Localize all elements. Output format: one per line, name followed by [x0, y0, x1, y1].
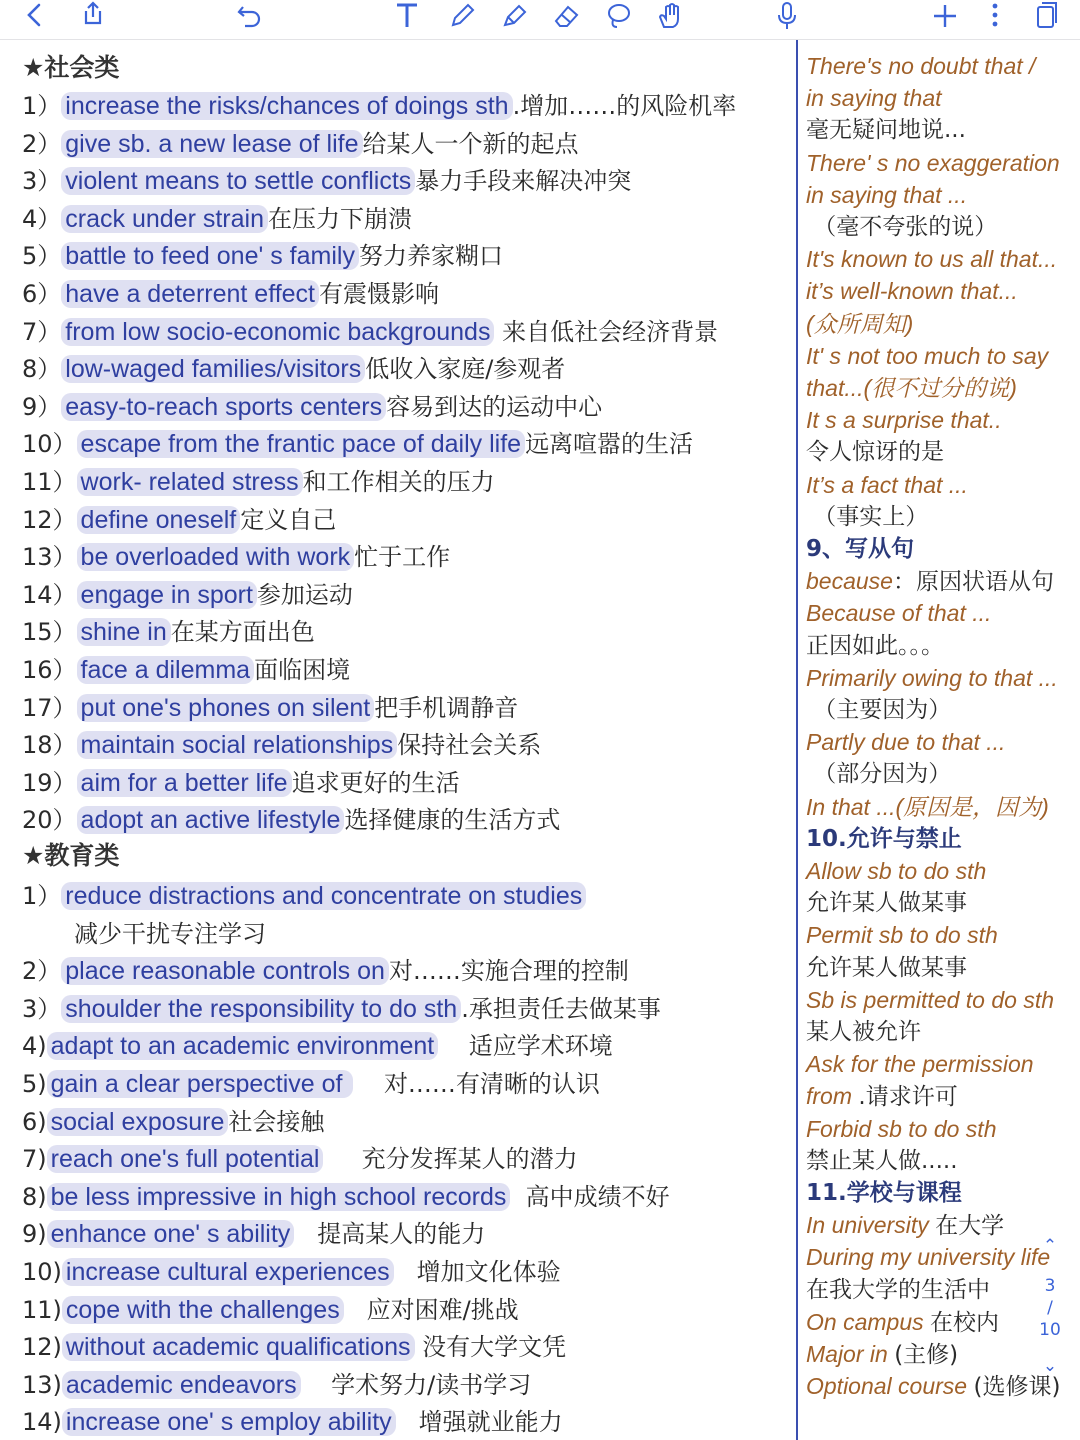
- share-icon[interactable]: [76, 0, 110, 32]
- chinese-translation: .承担责任去做某事: [461, 994, 661, 1023]
- english-phrase-highlight: gain a clear perspective of: [47, 1070, 354, 1098]
- phrase-number: 16）: [22, 656, 77, 684]
- note-chinese: (主修): [894, 1342, 959, 1368]
- phrase-number: 3）: [22, 994, 62, 1023]
- phrase-number: 9): [22, 1220, 47, 1249]
- note-line: It s a surprise that..: [806, 407, 1002, 434]
- page-down-icon[interactable]: ⌄: [1042, 1356, 1058, 1376]
- note-line: There's no doubt that /: [806, 53, 1036, 79]
- chinese-translation: 面临困境: [254, 656, 351, 684]
- lasso-icon[interactable]: [600, 0, 636, 32]
- phrase-number: 10）: [22, 430, 77, 459]
- note-line: [806, 1370, 1060, 1402]
- english-phrase-highlight: increase the risks/chances of doings sth: [61, 92, 512, 120]
- right-column: [800, 42, 1080, 1440]
- note-line: 令人惊讶的是: [806, 439, 944, 466]
- chinese-translation: 充分发挥某人的潜力: [323, 1145, 578, 1174]
- phrase-row: [22, 163, 631, 199]
- note-line: [806, 1338, 958, 1370]
- english-phrase-highlight: without academic qualifications: [62, 1333, 415, 1361]
- note-line: Sb is permitted to do sth: [806, 986, 1055, 1013]
- section-heading-social: ★社会类: [22, 53, 120, 82]
- chinese-translation: 和工作相关的压力: [302, 468, 495, 496]
- phrase-number: 2）: [22, 957, 62, 986]
- note-line: in saying that: [806, 85, 942, 112]
- chinese-translation: 保持社会关系: [397, 731, 542, 760]
- phrase-row: [22, 238, 503, 274]
- chinese-translation: 对……有清晰的认识: [353, 1070, 600, 1098]
- note-line: it’s well-known that...: [806, 278, 1018, 305]
- english-phrase-highlight: adopt an active lifestyle: [77, 806, 345, 834]
- note-line: It's known to us all that...: [806, 246, 1058, 273]
- phrase-number: 6): [22, 1107, 47, 1136]
- phrase-number: 2）: [22, 129, 62, 158]
- note-chinese: (选修课): [973, 1374, 1061, 1401]
- phrase-row: [22, 426, 693, 462]
- phrase-row: [22, 802, 560, 838]
- english-phrase-highlight: maintain social relationships: [77, 731, 398, 759]
- note-line: （事实上）: [806, 503, 929, 530]
- note-line: [806, 1209, 1004, 1241]
- note-line: [806, 1306, 999, 1338]
- chinese-translation: 远离喧嚣的生活: [525, 430, 694, 459]
- note-line: 在我大学的生活中: [806, 1276, 990, 1303]
- page-up-icon[interactable]: ⌃: [1042, 1236, 1058, 1256]
- chinese-translation: 暴力手段来解决冲突: [415, 167, 632, 196]
- phrase-row: [22, 1104, 324, 1140]
- phrase-number: 17）: [22, 693, 77, 722]
- note-line: 正因如此。。。: [806, 632, 944, 659]
- phrase-row: [22, 1367, 531, 1403]
- phrase-number: 1）: [22, 882, 62, 910]
- note-line: （毫不夸张的说）: [806, 214, 998, 240]
- phrase-row: [22, 88, 736, 124]
- phrase-number: 1）: [22, 92, 62, 120]
- note-line: 毫无疑问地说...: [806, 117, 966, 144]
- english-phrase-highlight: aim for a better life: [77, 769, 292, 797]
- english-phrase-highlight: shine in: [77, 618, 171, 646]
- english-phrase-highlight: put one's phones on silent: [77, 694, 375, 722]
- note-line: [806, 565, 1054, 597]
- phrase-number: 10): [22, 1258, 62, 1286]
- chinese-translation: 在压力下崩溃: [267, 204, 412, 233]
- english-phrase-highlight: work- related stress: [77, 468, 303, 496]
- phrase-number: 13）: [22, 543, 77, 572]
- phrase-row: [22, 765, 460, 801]
- phrase-number: 8）: [22, 355, 62, 384]
- chinese-translation: 容易到达的运动中心: [386, 392, 603, 421]
- chinese-translation: 低收入家庭/参观者: [365, 355, 566, 384]
- left-column: [0, 42, 795, 1440]
- phrase-row: [22, 201, 412, 237]
- note-line: There' s no exaggeration: [806, 149, 1060, 176]
- chinese-translation: 有震慑影响: [319, 280, 439, 308]
- chinese-translation: .增加……的风险机率: [512, 92, 737, 120]
- chinese-translation: 在某方面出色: [170, 618, 315, 647]
- note-line: 某人被允许: [806, 1019, 921, 1045]
- note-english: Major in: [806, 1341, 895, 1367]
- note-line: Permit sb to do sth: [806, 922, 998, 949]
- chinese-translation: 提高某人的能力: [294, 1220, 486, 1249]
- microphone-icon[interactable]: [770, 0, 804, 32]
- phrase-row: [22, 276, 439, 312]
- chinese-translation: 忙于工作: [354, 543, 451, 572]
- page-indicator[interactable]: [1030, 1236, 1070, 1386]
- phrase-number: 11）: [22, 468, 77, 496]
- phrase-row: [22, 690, 518, 726]
- phrase-row: [22, 727, 541, 763]
- phrase-row: [22, 1179, 670, 1215]
- phrase-row: [22, 1216, 485, 1252]
- phrase-row: [22, 539, 450, 575]
- phrase-number: 14）: [22, 580, 77, 609]
- english-phrase-highlight: reach one's full potential: [47, 1145, 324, 1173]
- english-phrase-highlight: from low socio-economic backgrounds: [61, 318, 494, 346]
- english-phrase-highlight: escape from the frantic pace of daily life: [77, 430, 526, 458]
- english-phrase-highlight: violent means to settle conflicts: [61, 167, 415, 195]
- chinese-translation: 把手机调静音: [374, 693, 519, 722]
- phrase-row: [22, 878, 586, 914]
- phrase-row: [22, 991, 661, 1027]
- chinese-translation: 定义自己: [240, 505, 337, 534]
- phrase-number: 11): [22, 1295, 62, 1324]
- english-phrase-highlight: social exposure: [47, 1108, 229, 1136]
- highlighter-icon[interactable]: [496, 0, 532, 32]
- phrase-row: [22, 1254, 561, 1290]
- phrase-row: [22, 1028, 613, 1064]
- eraser-icon[interactable]: [548, 0, 584, 32]
- phrase-row: [22, 314, 718, 350]
- phrase-row: [22, 652, 350, 688]
- note-line: 11.学校与课程: [806, 1180, 962, 1206]
- phrase-number: 5): [22, 1070, 47, 1098]
- phrase-number: 13): [22, 1370, 62, 1399]
- note-line: that...(很不过分的说): [806, 375, 1017, 401]
- phrase-number: 9）: [22, 392, 62, 421]
- section-heading-education: ★教育类: [22, 841, 120, 870]
- chinese-translation: 高中成绩不好: [510, 1182, 670, 1211]
- phrase-row: [22, 351, 565, 387]
- phrase-number: 12）: [22, 505, 77, 534]
- phrase-row: [22, 577, 353, 613]
- english-phrase-highlight: face a dilemma: [77, 656, 255, 684]
- phrase-number: 6）: [22, 280, 62, 308]
- phrase-row: [22, 1329, 566, 1365]
- toolbar: [0, 0, 1080, 40]
- chinese-translation: 努力养家糊口: [358, 242, 503, 271]
- english-phrase-highlight: crack under strain: [61, 205, 268, 233]
- english-phrase-highlight: academic endeavors: [62, 1371, 301, 1399]
- column-divider: [796, 40, 798, 1440]
- phrase-row: [22, 916, 266, 952]
- english-phrase-highlight: be overloaded with work: [77, 543, 355, 571]
- note-line: In that ...(原因是，因为): [806, 793, 1049, 820]
- note-chinese: 在大学: [935, 1213, 1005, 1240]
- note-line: During my university life: [806, 1244, 1051, 1271]
- english-phrase-highlight: shoulder the responsibility to do sth: [61, 995, 461, 1023]
- english-phrase-highlight: low-waged families/visitors: [61, 355, 365, 383]
- chinese-translation: 来自低社会经济背景: [494, 317, 719, 346]
- english-phrase-highlight: adapt to an academic environment: [47, 1032, 439, 1060]
- chinese-translation: 参加运动: [256, 580, 353, 609]
- text-tool-icon[interactable]: [390, 0, 424, 32]
- chinese-translation: 对……实施合理的控制: [388, 957, 629, 986]
- phrase-row: [22, 1066, 600, 1102]
- note-line: (众所周知): [806, 310, 914, 337]
- chinese-translation: 适应学术环境: [438, 1032, 613, 1061]
- phrase-row: [22, 502, 336, 538]
- phrase-number: 20）: [22, 806, 77, 835]
- current-page: 3: [1044, 1276, 1056, 1296]
- note-line: [806, 1080, 958, 1112]
- chinese-translation: 学术努力/读书学习: [300, 1370, 532, 1399]
- phrase-row: [22, 614, 315, 650]
- chinese-translation: 社会接触: [228, 1107, 325, 1136]
- english-phrase-highlight: place reasonable controls on: [61, 957, 389, 985]
- note-line: （主要因为）: [806, 697, 952, 723]
- page-separator: /: [1047, 1298, 1053, 1318]
- total-pages: 10: [1039, 1320, 1061, 1340]
- note-english: Optional course: [806, 1373, 974, 1400]
- note-chinese: 在校内: [930, 1309, 999, 1336]
- more-icon[interactable]: [980, 0, 1010, 32]
- english-phrase-highlight: battle to feed one' s family: [61, 242, 359, 270]
- note-line: （部分因为）: [806, 761, 952, 788]
- phrase-row: [22, 464, 495, 500]
- note-line: Partly due to that ...: [806, 729, 1006, 756]
- phrase-number: 4): [22, 1032, 47, 1061]
- note-line: in saying that ...: [806, 181, 968, 208]
- note-line: It’s a fact that ...: [806, 471, 968, 498]
- note-chinese: ：原因状语从句: [892, 569, 1054, 596]
- note-english: because: [806, 568, 893, 595]
- note-line: 允许某人做某事: [806, 890, 967, 917]
- add-icon[interactable]: [928, 0, 962, 32]
- chinese-translation: 增加文化体验: [393, 1258, 561, 1286]
- note-line: Allow sb to do sth: [806, 858, 987, 884]
- phrase-row: [22, 1292, 519, 1328]
- note-line: 允许某人做某事: [806, 954, 967, 981]
- note-line: 10.允许与禁止: [806, 825, 962, 852]
- english-phrase-highlight: easy-to-reach sports centers: [61, 393, 386, 421]
- english-phrase-highlight: reduce distractions and concentrate on studies: [61, 882, 586, 910]
- phrase-number: 7）: [22, 317, 62, 346]
- english-phrase-highlight: increase one' s employ ability: [62, 1408, 396, 1436]
- hand-icon[interactable]: [652, 0, 688, 32]
- english-phrase-highlight: be less impressive in high school records: [47, 1183, 511, 1211]
- phrase-number: 4）: [22, 204, 62, 233]
- note-line: Forbid sb to do sth: [806, 1115, 997, 1142]
- phrase-number: 18）: [22, 731, 77, 760]
- phrase-row: [22, 1141, 578, 1177]
- english-phrase-highlight: define oneself: [77, 506, 241, 534]
- english-phrase-highlight: have a deterrent effect: [61, 280, 319, 308]
- note-line: Ask for the permission: [806, 1051, 1034, 1078]
- english-phrase-highlight: enhance one' s ability: [47, 1220, 295, 1248]
- pen-icon[interactable]: [444, 0, 480, 32]
- note-line: Because of that ...: [806, 600, 992, 627]
- english-phrase-highlight: increase cultural experiences: [62, 1258, 394, 1286]
- note-line: 禁止某人做.....: [806, 1147, 958, 1174]
- chinese-translation: 追求更好的生活: [291, 768, 460, 797]
- note-english: In university: [806, 1212, 936, 1239]
- phrase-row: [22, 953, 629, 989]
- note-line: Primarily owing to that ...: [806, 664, 1058, 691]
- phrase-number: 5）: [22, 242, 62, 271]
- phrase-row: [22, 389, 602, 425]
- english-phrase-highlight: engage in sport: [77, 581, 257, 609]
- phrase-number: 14): [22, 1408, 62, 1437]
- note-english: from: [806, 1083, 859, 1110]
- phrase-number: 7): [22, 1145, 47, 1174]
- chinese-translation: 应对困难/挑战: [343, 1295, 519, 1324]
- undo-icon[interactable]: [232, 0, 268, 32]
- chinese-translation: 没有大学文凭: [414, 1333, 567, 1362]
- phrase-row: [22, 126, 579, 162]
- english-phrase-highlight: cope with the challenges: [62, 1296, 344, 1324]
- note-line: 9、写从句: [806, 536, 915, 562]
- phrase-row: [22, 1404, 563, 1440]
- chinese-translation: 减少干扰专注学习: [74, 919, 266, 948]
- note-english: On campus: [806, 1308, 930, 1335]
- english-phrase-highlight: give sb. a new lease of life: [61, 130, 362, 158]
- back-icon[interactable]: [18, 0, 52, 32]
- phrase-number: 12): [22, 1333, 62, 1362]
- phrase-number: 3）: [22, 167, 62, 196]
- phrase-number: 19）: [22, 768, 77, 797]
- chinese-translation: 选择健康的生活方式: [344, 806, 561, 835]
- note-line: It' s not too much to say: [806, 342, 1049, 369]
- note-chinese: .请求许可: [858, 1084, 958, 1111]
- chinese-translation: 增强就业能力: [395, 1408, 563, 1437]
- phrase-number: 8): [22, 1182, 47, 1211]
- pages-icon[interactable]: [1028, 0, 1062, 32]
- phrase-number: 15）: [22, 618, 77, 647]
- chinese-translation: 给某人一个新的起点: [362, 129, 579, 158]
